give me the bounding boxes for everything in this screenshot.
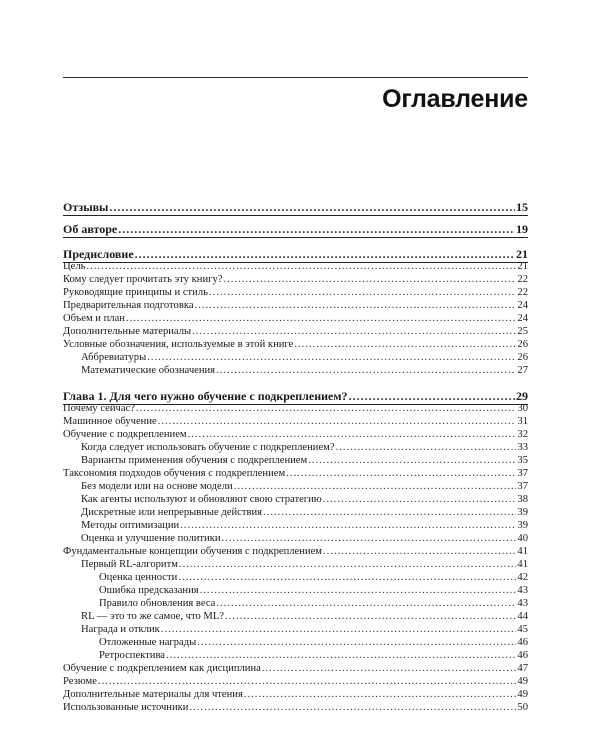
dot-leader xyxy=(263,507,516,520)
dot-leader xyxy=(166,650,516,663)
toc-entry xyxy=(63,429,528,442)
toc-entry-page: 32 xyxy=(517,429,528,440)
toc-entry xyxy=(63,261,528,274)
dot-leader xyxy=(336,442,517,455)
dot-leader xyxy=(225,611,516,624)
dot-leader xyxy=(126,313,516,326)
toc-entry xyxy=(81,365,528,378)
toc-entry xyxy=(81,481,528,494)
dot-leader xyxy=(188,429,517,442)
toc-entry-page: 21 xyxy=(516,247,528,261)
toc-entry xyxy=(81,352,528,365)
toc-entry xyxy=(63,663,528,676)
toc-entry-page: 29 xyxy=(516,389,528,403)
dot-leader xyxy=(294,339,516,352)
dot-leader xyxy=(223,274,516,287)
toc-entry xyxy=(81,442,528,455)
toc-entry-label: Отложенные награды xyxy=(99,637,197,648)
toc-entry-page: 45 xyxy=(517,624,528,635)
toc-entry-label: Фундаментальные концепции обучения с подкреплением xyxy=(63,546,323,557)
toc-entry-page: 37 xyxy=(517,481,528,492)
toc-entry-label: Цель xyxy=(63,261,86,272)
dot-leader xyxy=(234,481,517,494)
toc-entry xyxy=(63,416,528,429)
toc-entry-label: Награда и отклик xyxy=(81,624,160,635)
toc-entry-page: 46 xyxy=(517,650,528,661)
dot-leader xyxy=(147,352,516,365)
toc-entry-label: Условные обозначения, используемые в этой книге xyxy=(63,339,294,350)
toc-entry xyxy=(81,624,528,637)
toc-section-entry xyxy=(63,222,528,238)
toc-entry xyxy=(63,702,528,715)
dot-leader xyxy=(98,676,516,689)
toc-entry xyxy=(99,650,528,663)
toc-entry-page: 22 xyxy=(517,274,528,285)
dot-leader xyxy=(109,200,515,214)
dot-leader xyxy=(286,468,516,481)
toc-entry-label: Об авторе xyxy=(63,222,118,236)
toc-entry-page: 49 xyxy=(517,676,528,687)
dot-leader xyxy=(262,663,517,676)
dot-leader xyxy=(178,572,516,585)
dot-leader xyxy=(216,365,516,378)
toc-entry-page: 31 xyxy=(517,416,528,427)
toc-entry-page: 39 xyxy=(517,520,528,531)
dot-leader xyxy=(222,533,517,546)
dot-leader xyxy=(216,598,516,611)
dot-leader xyxy=(180,520,516,533)
toc-entry-page: 42 xyxy=(517,572,528,583)
toc-entry-page: 27 xyxy=(517,365,528,376)
dot-leader xyxy=(86,261,516,274)
dot-leader xyxy=(189,702,516,715)
toc-entry xyxy=(63,274,528,287)
toc-entry-page: 41 xyxy=(517,546,528,557)
toc-entry-page: 24 xyxy=(517,300,528,311)
dot-leader xyxy=(323,546,516,559)
toc-entry-page: 43 xyxy=(517,585,528,596)
toc-entry-label: Первый RL-алгоритм xyxy=(81,559,178,570)
toc-entry-label: Когда следует использовать обучение с подкреплением? xyxy=(81,442,335,453)
toc-entry xyxy=(63,689,528,702)
dot-leader xyxy=(197,637,516,650)
toc-entry-label: Таксономия подходов обучения с подкреплением xyxy=(63,468,286,479)
dot-leader xyxy=(192,326,516,339)
toc-entry-page: 24 xyxy=(517,313,528,324)
toc-entry-page: 46 xyxy=(517,637,528,648)
toc-entry xyxy=(63,546,528,559)
toc-entry-page: 50 xyxy=(517,702,528,713)
toc-entry xyxy=(81,507,528,520)
toc-entry-label: Предварительная подготовка xyxy=(63,300,194,311)
toc-entry xyxy=(99,598,528,611)
dot-leader xyxy=(323,494,517,507)
toc-entry xyxy=(81,559,528,572)
toc-entry-label: Варианты применения обучения с подкреплением xyxy=(81,455,308,466)
toc-entry xyxy=(99,637,528,650)
toc-entry xyxy=(63,339,528,352)
toc-entry-page: 19 xyxy=(516,222,528,236)
toc-entry-page: 44 xyxy=(517,611,528,622)
page-title: Оглавление xyxy=(382,85,528,113)
toc-entry xyxy=(63,403,528,416)
toc-entry xyxy=(63,313,528,326)
toc-entry-page: 15 xyxy=(516,200,528,214)
toc-entry-label: Как агенты используют и обновляют свою стратегию xyxy=(81,494,322,505)
toc-entry xyxy=(99,572,528,585)
toc-entry-page: 41 xyxy=(517,559,528,570)
toc-entry-label: Ретроспектива xyxy=(99,650,166,661)
toc-entry-label: Объем и план xyxy=(63,313,125,324)
toc-entry-page: 39 xyxy=(517,507,528,518)
toc-entry-page: 43 xyxy=(517,598,528,609)
toc-entry xyxy=(99,585,528,598)
dot-leader xyxy=(118,222,515,236)
dot-leader xyxy=(135,247,515,261)
toc-entry-label: Обучение с подкреплением xyxy=(63,429,187,440)
toc-entry-label: Правило обновления веса xyxy=(99,598,216,609)
toc-entry-label: Обучение с подкреплением как дисциплина xyxy=(63,663,261,674)
toc-entry-label: Оценка ценности xyxy=(99,572,178,583)
toc-entry-label: Отзывы xyxy=(63,200,109,214)
toc-entry-page: 25 xyxy=(517,326,528,337)
dot-leader xyxy=(179,559,516,572)
toc-entry xyxy=(81,494,528,507)
toc-entry-label: Оценка и улучшение политики xyxy=(81,533,221,544)
dot-leader xyxy=(209,287,516,300)
toc-section-entry xyxy=(63,200,528,216)
toc-entry-label: Дискретные или непрерывные действия xyxy=(81,507,263,518)
top-rule xyxy=(63,77,528,78)
toc-entry-label: Без модели или на основе модели xyxy=(81,481,233,492)
toc-entry-label: Машинное обучение xyxy=(63,416,157,427)
toc-entry xyxy=(81,455,528,468)
toc-entry-page: 35 xyxy=(517,455,528,466)
toc-entry-page: 26 xyxy=(517,339,528,350)
dot-leader xyxy=(136,403,516,416)
dot-leader xyxy=(195,300,517,313)
dot-leader xyxy=(200,585,517,598)
toc-entry-page: 47 xyxy=(517,663,528,674)
toc-entry-label: Кому следует прочитать эту книгу? xyxy=(63,274,223,285)
toc-entry xyxy=(81,611,528,624)
toc-entry-label: Дополнительные материалы xyxy=(63,326,192,337)
dot-leader xyxy=(158,416,517,429)
toc-entry-label: Математические обозначения xyxy=(81,365,216,376)
toc-entry-page: 26 xyxy=(517,352,528,363)
toc-entry xyxy=(81,520,528,533)
dot-leader xyxy=(308,455,516,468)
toc-entry-page: 22 xyxy=(517,287,528,298)
toc-entry-label: Дополнительные материалы для чтения xyxy=(63,689,243,700)
toc-entry-page: 21 xyxy=(517,261,528,272)
toc-entry-label: Предисловие xyxy=(63,247,134,261)
dot-leader xyxy=(244,689,517,702)
toc-entry-label: Почему сейчас? xyxy=(63,403,135,414)
dot-leader xyxy=(349,389,515,403)
dot-leader xyxy=(161,624,517,637)
toc-entry-page: 49 xyxy=(517,689,528,700)
toc-entry xyxy=(63,300,528,313)
toc-entry xyxy=(63,326,528,339)
toc-entry-page: 38 xyxy=(517,494,528,505)
toc-entry-page: 33 xyxy=(517,442,528,453)
toc-entry-label: Аббревиатуры xyxy=(81,352,147,363)
toc-entry-label: Руководящие принципы и стиль xyxy=(63,287,208,298)
toc-entry-label: Глава 1. Для чего нужно обучение с подкреплением? xyxy=(63,389,348,403)
toc-entry-page: 40 xyxy=(517,533,528,544)
toc-entry-label: Резюме xyxy=(63,676,97,687)
toc-entry-label: Методы оптимизации xyxy=(81,520,180,531)
toc-entry-label: RL — это то же самое, что ML? xyxy=(81,611,224,622)
toc-entry-page: 30 xyxy=(517,403,528,414)
toc-entry xyxy=(81,533,528,546)
toc-entry-label: Использованные источники xyxy=(63,702,189,713)
toc-entry-page: 37 xyxy=(517,468,528,479)
toc-entry xyxy=(63,468,528,481)
toc-entry-label: Ошибка предсказания xyxy=(99,585,199,596)
toc-entry xyxy=(63,287,528,300)
toc-entry xyxy=(63,676,528,689)
